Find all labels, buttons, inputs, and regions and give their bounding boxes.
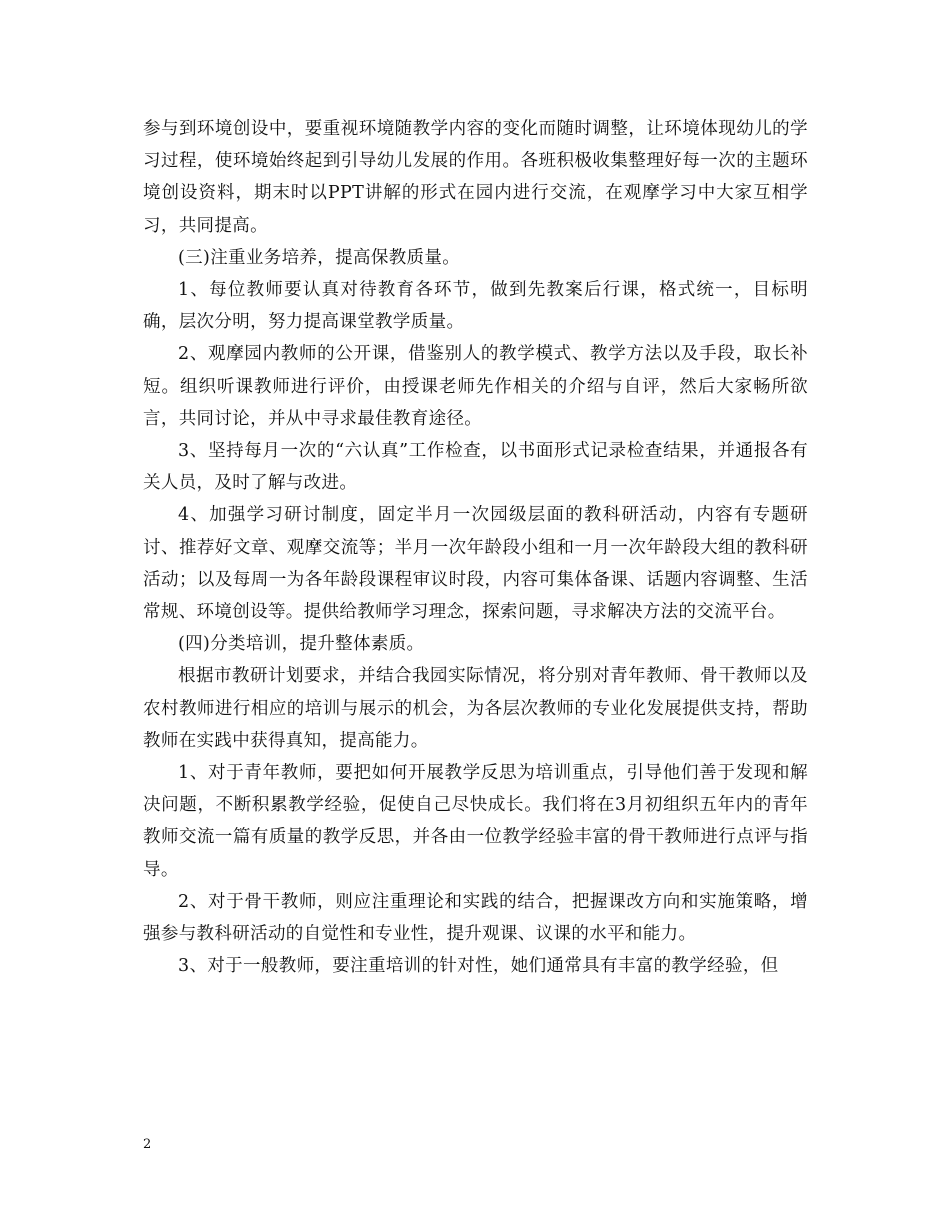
paragraph-item: 1、每位教师要认真对待教育各环节，做到先教案后行课，格式统一，目标明确，层次分明，努力提高课堂教学质量。	[143, 280, 808, 333]
page-number: 2	[143, 1137, 152, 1152]
paragraph-item: 2、对于骨干教师，则应注重理论和实践的结合，把握课改方向和实施策略，增强参与教科研活动的自觉性和专业性，提升观课、议课的水平和能力。	[143, 891, 808, 945]
paragraph-item: 2、观摩园内教师的公开课，借鉴别人的教学模式、教学方法以及手段，取长补短。组织听课教师进行评价，由授课老师先作相关的介绍与自评，然后大家畅所欲言，共同讨论，并从中寻求最佳教育途径。	[143, 344, 808, 429]
paragraph-continuation: 参与到环境创设中，要重视环境随教学内容的变化而随时调整，让环境体现幼儿的学习过程，使环境始终起到引导幼儿发展的作用。各班积极收集整理好每一次的主题环境创设资料，期末时以PPT讲解的形式在园内进行交流，在观摩学习中大家互相学习，共同提高。	[143, 119, 808, 236]
paragraph-item: 4、加强学习研讨制度，固定半月一次园级层面的教科研活动，内容有专题研讨、推荐好文章、观摩交流等；半月一次年龄段小组和一月一次年龄段大组的教科研活动；以及每周一为各年龄段课程审议时段，内容可集体备课、话题内容调整、生活常规、环境创设等。提供给教师学习理念，探索问题，寻求解决方法的交流平台。	[143, 505, 808, 623]
document-body	[143, 113, 808, 982]
paragraph-item: 3、对于一般教师，要注重培训的针对性，她们通常具有丰富的教学经验，但	[178, 956, 779, 977]
section-heading-4: (四)分类培训，提升整体素质。	[178, 634, 425, 655]
paragraph-intro: 根据市教研计划要求，并结合我园实际情况，将分别对青年教师、骨干教师以及农村教师进行相应的培训与展示的机会，为各层次教师的专业化发展提供支持，帮助教师在实践中获得真知，提高能力。	[143, 666, 808, 751]
paragraph-item: 3、坚持每月一次的“六认真”工作检查，以书面形式记录检查结果，并通报各有关人员，及时了解与改进。	[143, 441, 808, 494]
section-heading-3: (三)注重业务培养，提高保教质量。	[178, 247, 461, 268]
paragraph-item: 1、对于青年教师，要把如何开展教学反思为培训重点，引导他们善于发现和解决问题，不断积累教学经验，促使自己尽快成长。我们将在3月初组织五年内的青年教师交流一篇有质量的教学反思，并各由一位教学经验丰富的骨干教师进行点评与指导。	[143, 763, 808, 880]
